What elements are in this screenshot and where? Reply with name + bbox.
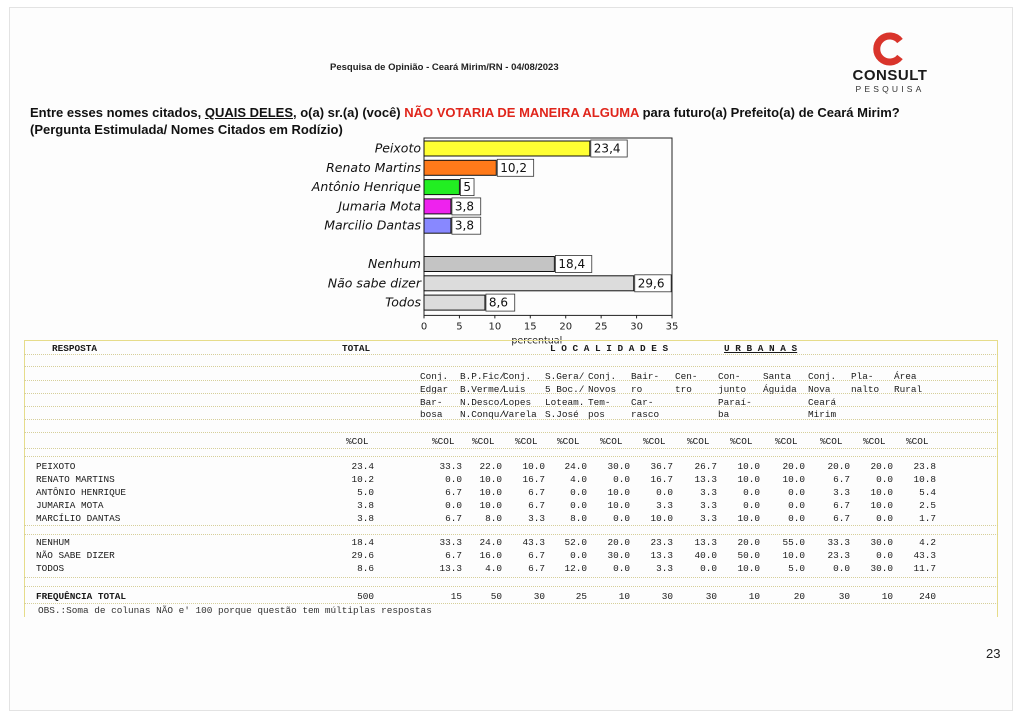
table-cell: 16.0 xyxy=(479,550,502,561)
table-row-label: PEIXOTO xyxy=(36,461,76,472)
question-line2: (Pergunta Estimulada/ Nomes Citados em Rodízio) xyxy=(30,122,343,137)
x-tick-label: 15 xyxy=(523,321,537,333)
x-tick-label: 20 xyxy=(559,321,573,333)
table-cell: 5.0 xyxy=(788,563,805,574)
column-header-text: Edgar xyxy=(420,383,449,395)
table-observation: OBS.:Soma de colunas NÃO e' 100 porque questão tem múltiplas respostas xyxy=(38,605,432,616)
question-underlined: QUAIS DELES xyxy=(204,105,293,120)
col-label: %COL xyxy=(643,436,666,447)
column-header-text: B.P.Fic/ xyxy=(460,371,506,382)
column-header-text: Bair- xyxy=(631,371,660,382)
category-label: Marcilio Dantas xyxy=(324,217,421,233)
table-cell: 10.0 xyxy=(870,487,893,498)
table-cell: 0.0 xyxy=(445,474,462,485)
table-cell: 23.3 xyxy=(650,537,673,548)
column-header-text: N.Conqu/ xyxy=(460,409,506,421)
table-row-separator xyxy=(24,366,998,367)
localidades-header: L O C A L I D A D E S xyxy=(550,343,669,354)
table-cell: 13.3 xyxy=(694,474,717,485)
col-label: %COL xyxy=(432,436,455,447)
table-row-separator xyxy=(24,525,998,526)
table-row-label: RENATO MARTINS xyxy=(36,474,115,485)
bar xyxy=(424,295,485,310)
x-tick-label: 0 xyxy=(420,321,428,333)
col-label: %COL xyxy=(557,436,580,447)
data-label: 8,6 xyxy=(488,295,509,310)
column-header-text: 5 Boc./ xyxy=(545,383,585,395)
question-part1: Entre esses nomes citados, xyxy=(30,105,205,120)
bar xyxy=(424,257,554,272)
table-cell: 10.0 xyxy=(650,513,673,524)
bar xyxy=(424,276,634,291)
table-row-total: 3.8 xyxy=(357,513,374,524)
table-cell: 10.0 xyxy=(737,474,760,485)
col-label: %COL xyxy=(730,436,753,447)
total-col-label: %COL xyxy=(346,436,369,447)
table-row-separator xyxy=(24,419,998,420)
col-label: %COL xyxy=(687,436,710,447)
column-header-text: Paraí- xyxy=(718,396,752,408)
table-cell: 12.0 xyxy=(564,563,587,574)
category-label: Não sabe dizer xyxy=(327,275,421,291)
column-header-text: pos xyxy=(588,409,605,421)
bar-chart xyxy=(280,136,700,347)
column-header-text: Bar- xyxy=(420,396,443,408)
bar xyxy=(424,160,496,175)
column-header-text: Conj. xyxy=(808,371,837,382)
question-part2: , o(a) sr.(a) (você) xyxy=(292,105,405,120)
table-cell: 0.0 xyxy=(613,563,630,574)
table-row-label: MARCÍLIO DANTAS xyxy=(36,513,121,524)
frequency-cell: 30 xyxy=(705,591,717,602)
logo-subtitle: PESQUISA xyxy=(855,84,925,94)
table-cell: 10.0 xyxy=(737,513,760,524)
col-label: %COL xyxy=(472,436,495,447)
frequency-cell: 10 xyxy=(748,591,760,602)
col-label: %COL xyxy=(820,436,843,447)
frequency-cell: 30 xyxy=(533,591,545,602)
x-axis-title: percentual xyxy=(511,335,563,347)
table-cell: 43.3 xyxy=(913,550,936,561)
table-row-label: NENHUM xyxy=(36,537,70,548)
table-row-separator xyxy=(24,432,998,433)
frequency-cell: 10 xyxy=(881,591,893,602)
data-label: 3,8 xyxy=(454,199,475,214)
table-cell: 20.0 xyxy=(737,537,760,548)
column-header-text: nalto xyxy=(851,383,880,395)
table-cell: 6.7 xyxy=(528,563,545,574)
table-row-total: 3.8 xyxy=(357,500,374,511)
table-row-separator xyxy=(24,577,998,578)
table-cell: 0.0 xyxy=(743,487,760,498)
data-label: 29,6 xyxy=(637,276,665,291)
category-label: Renato Martins xyxy=(326,159,421,175)
question-red: NÃO VOTARIA DE MANEIRA ALGUMA xyxy=(404,105,639,120)
table-cell: 16.7 xyxy=(650,474,673,485)
table-cell: 24.0 xyxy=(564,461,587,472)
x-tick-label: 25 xyxy=(594,321,608,333)
table-cell: 36.7 xyxy=(650,461,673,472)
table-cell: 10.0 xyxy=(479,500,502,511)
table-row-total: 10.2 xyxy=(351,474,374,485)
table-cell: 30.0 xyxy=(607,550,630,561)
table-cell: 20.0 xyxy=(607,537,630,548)
column-header-text: Cen- xyxy=(675,371,698,382)
column-header-text: Conj. xyxy=(588,371,617,382)
table-cell: 33.3 xyxy=(439,537,462,548)
column-header-text: Ceará xyxy=(808,396,837,408)
table-cell: 10.0 xyxy=(479,487,502,498)
table-cell: 10.0 xyxy=(607,487,630,498)
x-tick-label: 5 xyxy=(456,321,463,333)
table-cell: 10.0 xyxy=(522,461,545,472)
category-label: Antônio Henrique xyxy=(311,179,421,195)
table-cell: 10.0 xyxy=(870,500,893,511)
table-cell: 0.0 xyxy=(613,513,630,524)
table-row-total: 18.4 xyxy=(351,537,374,548)
column-header-text: Águida xyxy=(763,383,797,395)
column-header-text: bosa xyxy=(420,409,443,421)
table-cell: 20.0 xyxy=(870,461,893,472)
table-cell: 0.0 xyxy=(570,500,587,511)
table-cell: 55.0 xyxy=(782,537,805,548)
table-row-separator xyxy=(24,448,998,449)
column-header-text: Luis xyxy=(503,383,526,395)
table-row-total: 29.6 xyxy=(351,550,374,561)
table-cell: 33.3 xyxy=(439,461,462,472)
column-header-text: S.José xyxy=(545,409,579,421)
table-cell: 13.3 xyxy=(650,550,673,561)
table-row-separator xyxy=(24,393,998,394)
frequency-cell: 50 xyxy=(490,591,502,602)
table-cell: 10.0 xyxy=(737,461,760,472)
table-cell: 10.0 xyxy=(607,500,630,511)
table-row-separator xyxy=(24,603,998,604)
bar xyxy=(424,180,459,195)
category-label: Jumaria Mota xyxy=(338,198,421,214)
table-cell: 5.4 xyxy=(919,487,936,498)
column-header-text: Car- xyxy=(631,396,654,408)
table-cell: 4.0 xyxy=(485,563,502,574)
column-header-text: Loteam. xyxy=(545,396,585,408)
data-label: 10,2 xyxy=(500,160,527,175)
table-cell: 40.0 xyxy=(694,550,717,561)
table-cell: 0.0 xyxy=(876,513,893,524)
consult-logo xyxy=(842,32,938,100)
table-row-separator xyxy=(24,380,998,381)
table-cell: 10.0 xyxy=(737,563,760,574)
table-cell: 30.0 xyxy=(870,563,893,574)
table-cell: 6.7 xyxy=(528,550,545,561)
column-header-text: junto xyxy=(718,383,747,395)
x-tick-label: 30 xyxy=(630,321,643,333)
table-cell: 26.7 xyxy=(694,461,717,472)
table-cell: 6.7 xyxy=(445,513,462,524)
column-header-text: Lopes xyxy=(503,396,532,408)
table-cell: 50.0 xyxy=(737,550,760,561)
resposta-header: RESPOSTA xyxy=(52,343,98,354)
table-cell: 20.0 xyxy=(827,461,850,472)
table-cell: 52.0 xyxy=(564,537,587,548)
table-cell: 6.7 xyxy=(833,513,850,524)
frequency-cell: 20 xyxy=(793,591,805,602)
table-cell: 0.0 xyxy=(700,563,717,574)
table-cell: 13.3 xyxy=(439,563,462,574)
table-cell: 23.8 xyxy=(913,461,936,472)
bar xyxy=(424,141,590,156)
table-cell: 0.0 xyxy=(876,474,893,485)
column-header-text: Varela xyxy=(503,409,537,421)
frequency-cell: 25 xyxy=(575,591,587,602)
table-cell: 3.3 xyxy=(656,500,673,511)
frequency-cell: 240 xyxy=(919,591,936,602)
category-label: Todos xyxy=(385,294,421,310)
table-cell: 11.7 xyxy=(913,563,936,574)
consult-logo-icon xyxy=(870,32,906,66)
table-cell: 6.7 xyxy=(833,474,850,485)
column-header-text: Tem- xyxy=(588,396,611,408)
table-cell: 43.3 xyxy=(522,537,545,548)
column-header-text: Nova xyxy=(808,383,831,395)
column-header-text: Mirim xyxy=(808,409,837,421)
table-row-label: NÃO SABE DIZER xyxy=(36,550,115,561)
category-label: Peixoto xyxy=(374,140,421,156)
col-label: %COL xyxy=(863,436,886,447)
table-row-separator xyxy=(24,456,998,457)
x-tick-label: 35 xyxy=(665,321,679,333)
table-cell: 33.3 xyxy=(827,537,850,548)
table-row-separator xyxy=(24,534,998,535)
frequency-cell: 15 xyxy=(450,591,462,602)
table-cell: 10.0 xyxy=(479,474,502,485)
table-cell: 3.3 xyxy=(700,500,717,511)
table-row-total: 8.6 xyxy=(357,563,374,574)
column-header-text: Pla- xyxy=(851,371,874,382)
frequency-cell: 10 xyxy=(618,591,630,602)
crosstab-table xyxy=(24,340,998,616)
table-cell: 3.3 xyxy=(700,513,717,524)
table-cell: 0.0 xyxy=(876,550,893,561)
table-cell: 1.7 xyxy=(919,513,936,524)
report-header: Pesquisa de Opinião - Ceará Mirim/RN - 04/08/2023 xyxy=(330,62,559,73)
table-cell: 8.0 xyxy=(485,513,502,524)
table-cell: 10.0 xyxy=(782,550,805,561)
data-label: 18,4 xyxy=(558,257,586,271)
table-cell: 0.0 xyxy=(570,487,587,498)
table-cell: 10.0 xyxy=(782,474,805,485)
col-label: %COL xyxy=(515,436,538,447)
column-header-text: Con- xyxy=(718,371,741,382)
column-header-text: ro xyxy=(631,383,643,395)
table-cell: 6.7 xyxy=(528,487,545,498)
table-cell: 16.7 xyxy=(522,474,545,485)
table-cell: 0.0 xyxy=(656,487,673,498)
urbanas-header: U R B A N A S xyxy=(724,343,798,354)
column-header-text: Área xyxy=(894,371,917,382)
table-cell: 0.0 xyxy=(788,513,805,524)
data-label: 3,8 xyxy=(454,218,475,233)
column-header-text: tro xyxy=(675,383,692,395)
table-cell: 20.0 xyxy=(782,461,805,472)
table-cell: 3.3 xyxy=(700,487,717,498)
table-cell: 24.0 xyxy=(479,537,502,548)
table-cell: 6.7 xyxy=(528,500,545,511)
frequency-total: 500 xyxy=(357,591,374,602)
table-cell: 2.5 xyxy=(919,500,936,511)
question-text xyxy=(30,104,990,138)
col-label: %COL xyxy=(775,436,798,447)
table-cell: 4.2 xyxy=(919,537,936,548)
frequency-cell: 30 xyxy=(838,591,850,602)
table-row-total: 23.4 xyxy=(351,461,374,472)
table-row-separator xyxy=(24,406,998,407)
table-cell: 0.0 xyxy=(788,500,805,511)
table-cell: 4.0 xyxy=(570,474,587,485)
column-header-text: ba xyxy=(718,409,730,421)
table-cell: 10.8 xyxy=(913,474,936,485)
table-cell: 22.0 xyxy=(479,461,502,472)
column-header-text: Rural xyxy=(894,383,923,395)
question-part3: para futuro(a) Prefeito(a) de Ceará Mirim? xyxy=(638,105,900,120)
table-cell: 0.0 xyxy=(613,474,630,485)
table-cell: 23.3 xyxy=(827,550,850,561)
column-header-text: S.Gera/ xyxy=(545,371,585,382)
data-label: 5 xyxy=(463,180,472,195)
data-label: 23,4 xyxy=(593,141,621,156)
category-label: Nenhum xyxy=(368,256,421,271)
logo-brand: CONSULT xyxy=(852,67,928,84)
page-number: 23 xyxy=(986,646,1001,661)
table-cell: 0.0 xyxy=(833,563,850,574)
col-label: %COL xyxy=(600,436,623,447)
total-header: TOTAL xyxy=(342,343,371,354)
table-row-separator xyxy=(24,586,998,587)
table-cell: 0.0 xyxy=(445,500,462,511)
table-cell: 3.3 xyxy=(528,513,545,524)
column-header-text: rasco xyxy=(631,409,660,421)
table-cell: 0.0 xyxy=(743,500,760,511)
table-cell: 30.0 xyxy=(870,537,893,548)
column-header-text: N.Desco/ xyxy=(460,396,506,408)
bar xyxy=(424,199,451,214)
column-header-text: Conj. xyxy=(503,371,532,382)
bar xyxy=(424,218,451,233)
frequency-label: FREQUÊNCIA TOTAL xyxy=(36,591,127,602)
table-cell: 8.0 xyxy=(570,513,587,524)
table-cell: 13.3 xyxy=(694,537,717,548)
table-header-separator xyxy=(24,354,998,355)
table-cell: 30.0 xyxy=(607,461,630,472)
table-row-total: 5.0 xyxy=(357,487,374,498)
table-cell: 6.7 xyxy=(445,550,462,561)
table-cell: 0.0 xyxy=(788,487,805,498)
col-label: %COL xyxy=(906,436,929,447)
x-tick-label: 10 xyxy=(488,321,502,333)
table-cell: 6.7 xyxy=(833,500,850,511)
table-cell: 3.3 xyxy=(833,487,850,498)
table-row-label: JUMARIA MOTA xyxy=(36,500,104,511)
frequency-cell: 30 xyxy=(661,591,673,602)
column-header-text: Santa xyxy=(763,371,792,382)
table-row-label: ANTÔNIO HENRIQUE xyxy=(36,487,127,498)
table-cell: 3.3 xyxy=(656,563,673,574)
column-header-text: Conj. xyxy=(420,371,449,382)
column-header-text: B.Verme/ xyxy=(460,383,506,395)
table-row-label: TODOS xyxy=(36,563,65,574)
table-cell: 6.7 xyxy=(445,487,462,498)
column-header-text: Novos xyxy=(588,383,617,395)
table-cell: 0.0 xyxy=(570,550,587,561)
